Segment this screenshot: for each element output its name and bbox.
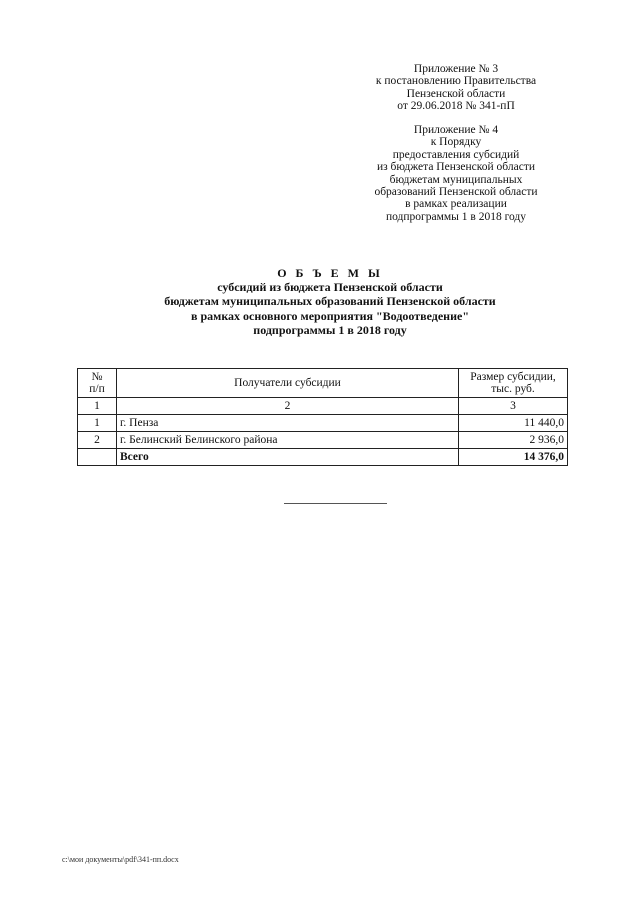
index-cell: 1: [78, 398, 117, 415]
row-num: 1: [78, 415, 117, 432]
header-amount-line: Размер субсидии,: [470, 370, 556, 383]
index-cell: 2: [117, 398, 459, 415]
total-num-cell: [78, 449, 117, 466]
appendix-4-line: к Порядку: [430, 136, 482, 149]
appendix-3-line: Приложение № 3: [413, 63, 499, 75]
row-recipient: г. Пенза: [117, 415, 459, 432]
header-num-line: №: [91, 370, 103, 383]
header-amount: [459, 369, 568, 398]
appendix-3-line: к постановлению Правительства: [375, 75, 537, 88]
document-title: О Б Ъ Е М Ы: [277, 266, 383, 280]
table-header-row: [78, 369, 568, 398]
row-num: 2: [78, 432, 117, 449]
appendix-4-line: Приложение № 4: [413, 124, 499, 136]
file-path-footer: c:\мои документы\pdf\341-пп.docx: [62, 855, 179, 864]
appendix-4-line: подпрограммы 1 в 2018 году: [385, 210, 527, 223]
document-heading: [120, 266, 540, 337]
header-amount-line: тыс. руб.: [491, 383, 535, 395]
row-amount: 2 936,0: [459, 432, 568, 449]
index-cell: 3: [459, 398, 568, 415]
table-row: [78, 415, 568, 432]
appendix-4-line: предоставления субсидий: [392, 148, 520, 161]
header-recipient: Получатели субсидии: [117, 369, 459, 398]
header-num: [78, 369, 117, 398]
appendix-4-line: бюджетам муниципальных: [389, 173, 523, 186]
appendix-3-block: [356, 63, 556, 113]
heading-line: субсидий из бюджета Пензенской области: [217, 280, 443, 295]
appendix-4-line: в рамках реализации: [405, 198, 507, 211]
appendix-4-line: образований Пензенской области: [374, 186, 538, 199]
row-amount: 11 440,0: [459, 415, 568, 432]
appendix-4-block: [356, 124, 556, 223]
row-recipient: г. Белинский Белинского района: [117, 432, 459, 449]
header-num-line: п/п: [89, 383, 105, 395]
table-row: [78, 432, 568, 449]
table-index-row: [78, 398, 568, 415]
appendix-3-line: Пензенской области: [406, 87, 506, 100]
total-label: Всего: [117, 449, 459, 466]
heading-line: бюджетам муниципальных образований Пензенской области: [164, 294, 496, 309]
table-total-row: [78, 449, 568, 466]
subsidies-table: [77, 368, 568, 466]
heading-line: в рамках основного мероприятия "Водоотведение": [190, 308, 469, 323]
appendix-3-line: от 29.06.2018 № 341-пП: [397, 100, 515, 113]
appendix-4-line: из бюджета Пензенской области: [376, 161, 536, 174]
heading-line: подпрограммы 1 в 2018 году: [253, 322, 407, 337]
end-divider: [284, 503, 387, 504]
total-amount: 14 376,0: [459, 449, 568, 466]
